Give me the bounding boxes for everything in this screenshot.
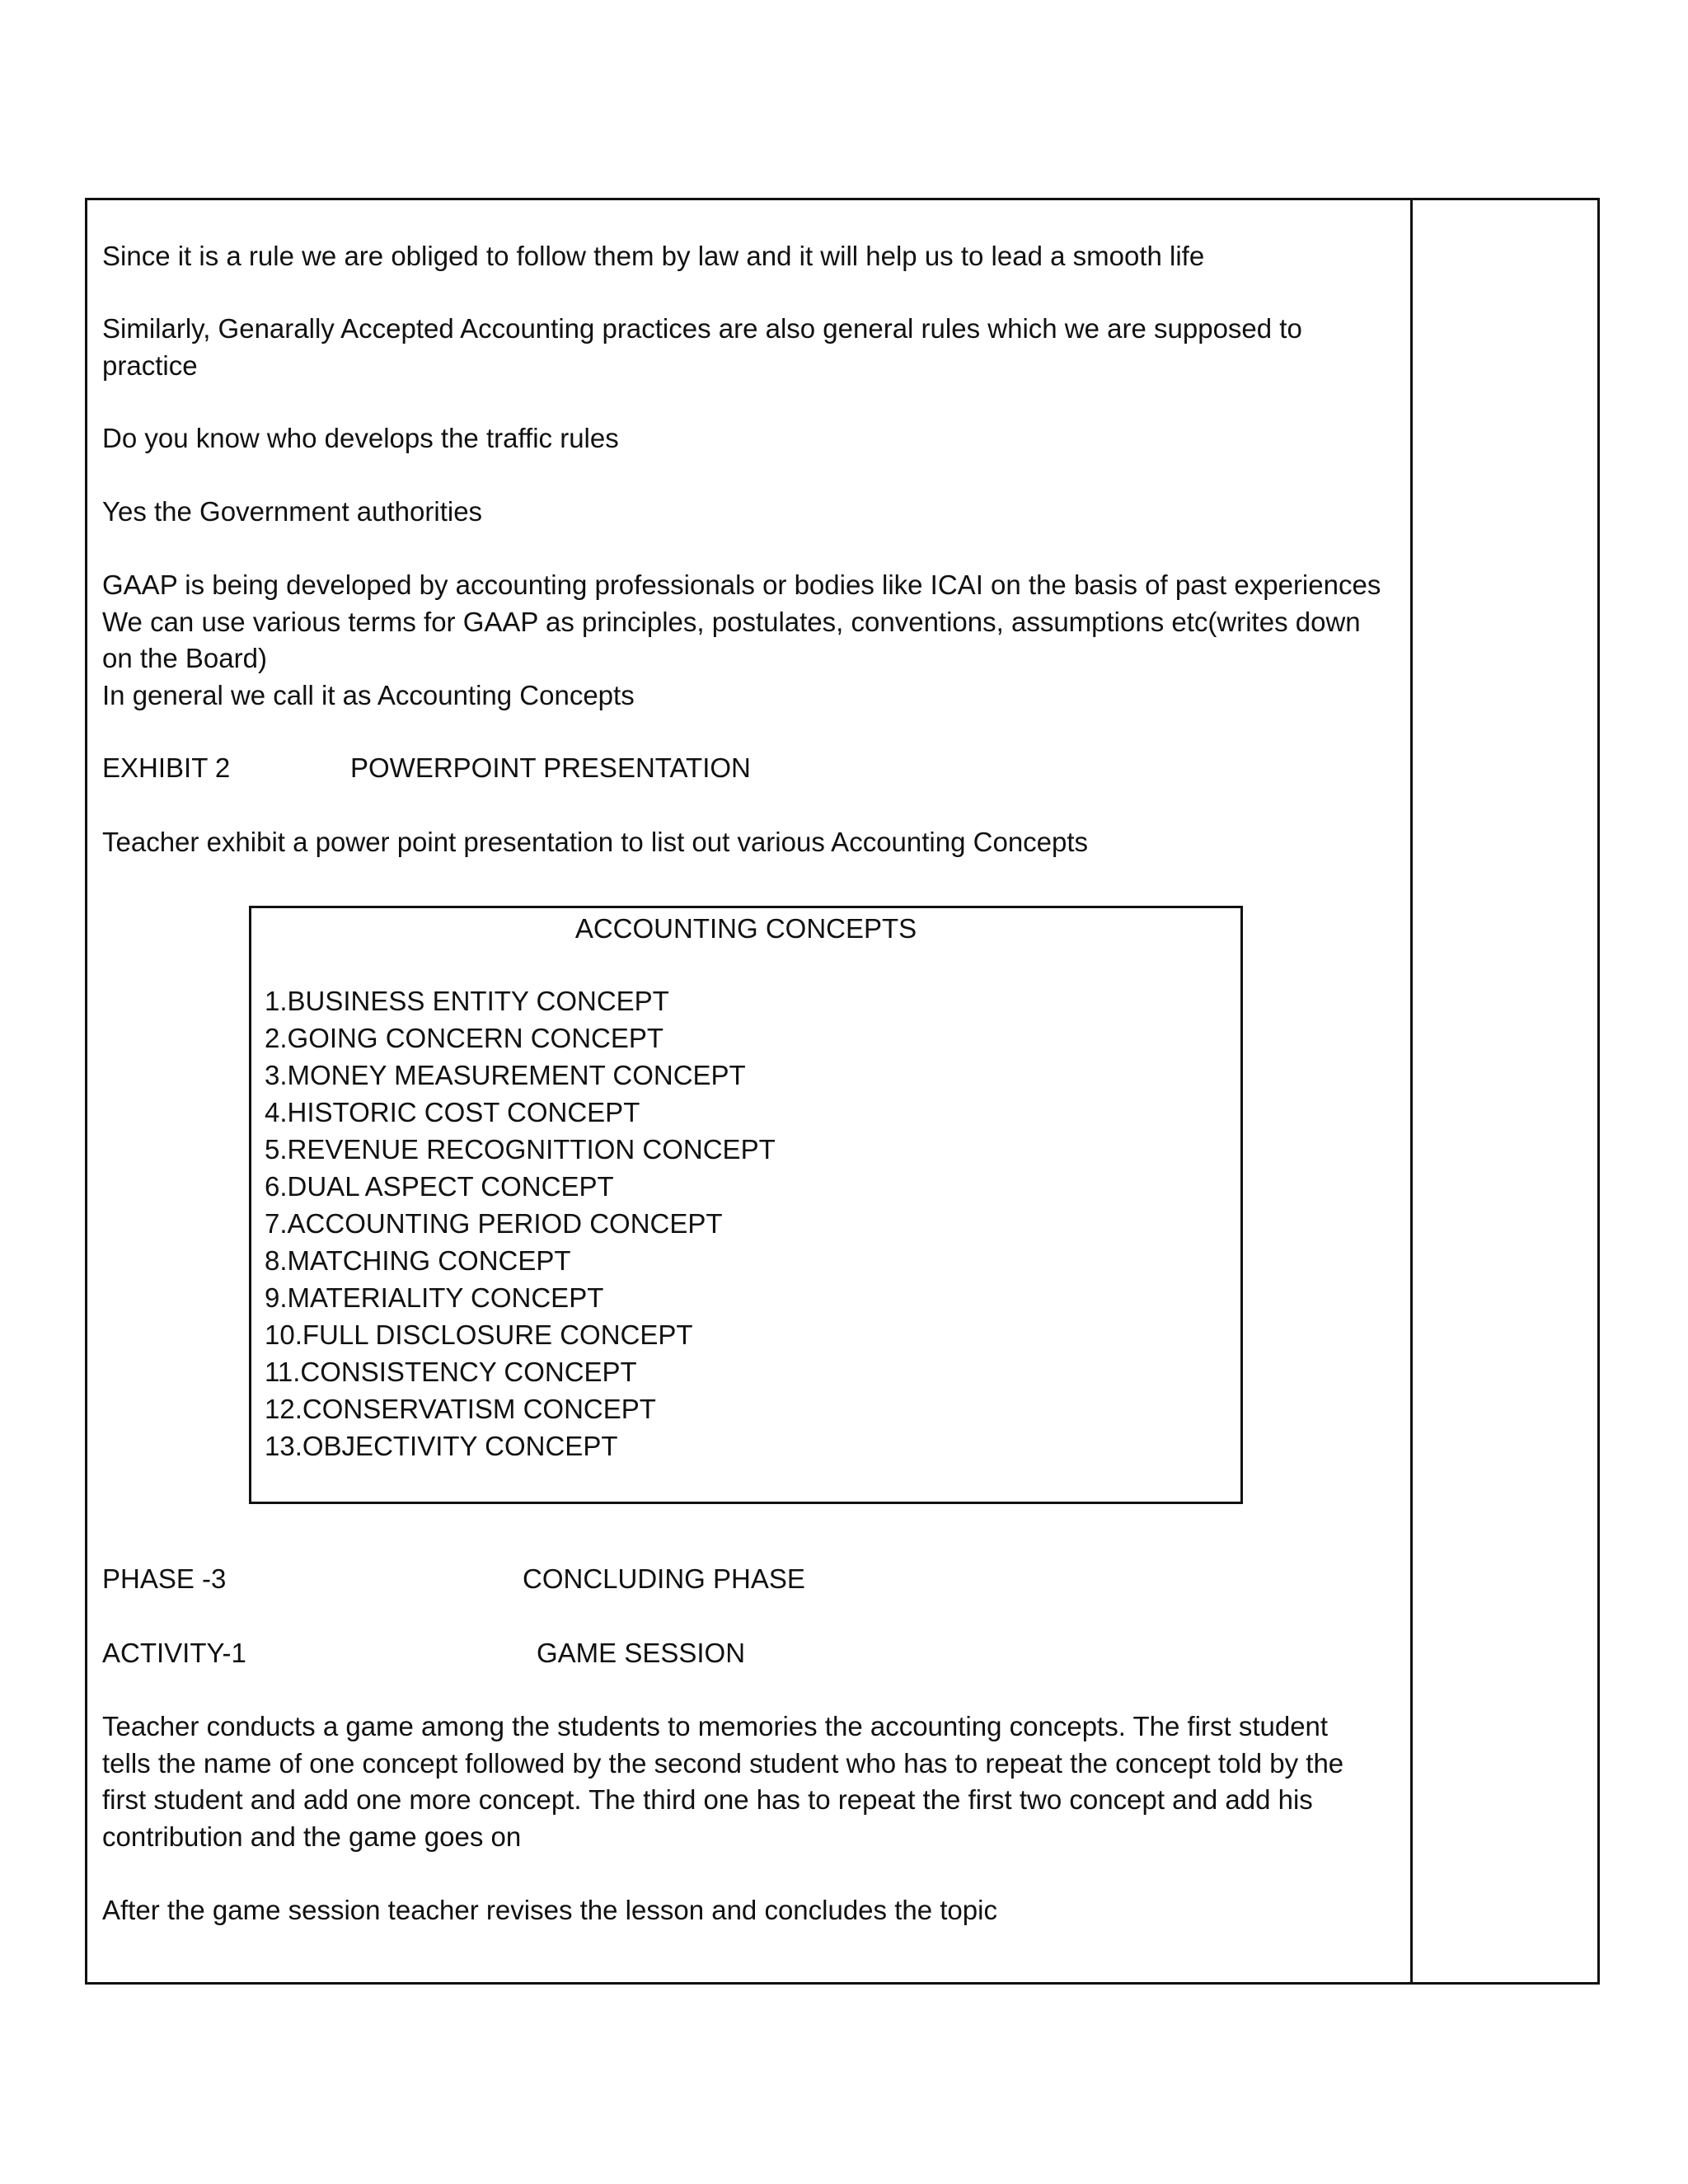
concept-item: 1.BUSINESS ENTITY CONCEPT — [265, 986, 669, 1016]
exhibit-label: EXHIBIT 2 — [102, 752, 231, 783]
concepts-list — [265, 982, 776, 1465]
paragraph-answer: Yes the Government authorities — [102, 496, 483, 527]
phase-label: PHASE -3 — [102, 1563, 227, 1594]
concept-item: 2.GOING CONCERN CONCEPT — [265, 1023, 664, 1053]
paragraph-gaap-dev-line-2: We can use various terms for GAAP as principles, postulates, conventions, assumptions etc(writes down — [102, 607, 1361, 637]
paragraph-gaap-dev-line-1: GAAP is being developed by accounting professionals or bodies like ICAI on the basis of past experiences — [102, 569, 1381, 600]
concept-item: 12.CONSERVATISM CONCEPT — [265, 1394, 656, 1424]
paragraph-game-line-3: first student and add one more concept. The third one has to repeat the first two concept and add his — [102, 1784, 1313, 1815]
concept-item: 9.MATERIALITY CONCEPT — [265, 1282, 604, 1313]
paragraph-gaap-dev-line-4: In general we call it as Accounting Concepts — [102, 680, 635, 710]
paragraph-gaap-line-1: Similarly, Genarally Accepted Accounting practices are also general rules which we are supposed to — [102, 313, 1302, 344]
concept-item: 8.MATCHING CONCEPT — [265, 1245, 571, 1276]
paragraph-conclusion: After the game session teacher revises the lesson and concludes the topic — [102, 1895, 997, 1925]
concept-item: 7.ACCOUNTING PERIOD CONCEPT — [265, 1208, 723, 1239]
concept-item: 5.REVENUE RECOGNITTION CONCEPT — [265, 1134, 776, 1165]
column-divider — [1410, 200, 1413, 1982]
concept-item: 4.HISTORIC COST CONCEPT — [265, 1097, 640, 1127]
concept-item: 13.OBJECTIVITY CONCEPT — [265, 1431, 618, 1461]
phase-title: CONCLUDING PHASE — [523, 1563, 805, 1594]
concept-item: 11.CONSISTENCY CONCEPT — [265, 1357, 637, 1387]
paragraph-exhibit: Teacher exhibit a power point presentation to list out various Accounting Concepts — [102, 827, 1089, 857]
paragraph-rule: Since it is a rule we are obliged to follow them by law and it will help us to lead a smooth life — [102, 241, 1205, 271]
activity-label: ACTIVITY-1 — [102, 1638, 246, 1668]
exhibit-title: POWERPOINT PRESENTATION — [350, 752, 751, 783]
paragraph-game-line-4: contribution and the game goes on — [102, 1821, 522, 1852]
paragraph-game-line-2: tells the name of one concept followed by the second student who has to repeat the concept told by the — [102, 1748, 1344, 1779]
paragraph-question: Do you know who develops the traffic rules — [102, 423, 619, 453]
paragraph-game-line-1: Teacher conducts a game among the students to memories the accounting concepts. The first student — [102, 1711, 1329, 1741]
concepts-box-title: ACCOUNTING CONCEPTS — [574, 913, 917, 944]
activity-title: GAME SESSION — [537, 1638, 746, 1668]
concept-item: 6.DUAL ASPECT CONCEPT — [265, 1171, 614, 1202]
accounting-concepts-box — [249, 906, 1243, 1504]
concept-item: 10.FULL DISCLOSURE CONCEPT — [265, 1319, 693, 1350]
paragraph-gaap-line-2: practice — [102, 350, 198, 381]
paragraph-gaap-dev-line-3: on the Board) — [102, 643, 267, 673]
concept-item: 3.MONEY MEASUREMENT CONCEPT — [265, 1060, 746, 1090]
